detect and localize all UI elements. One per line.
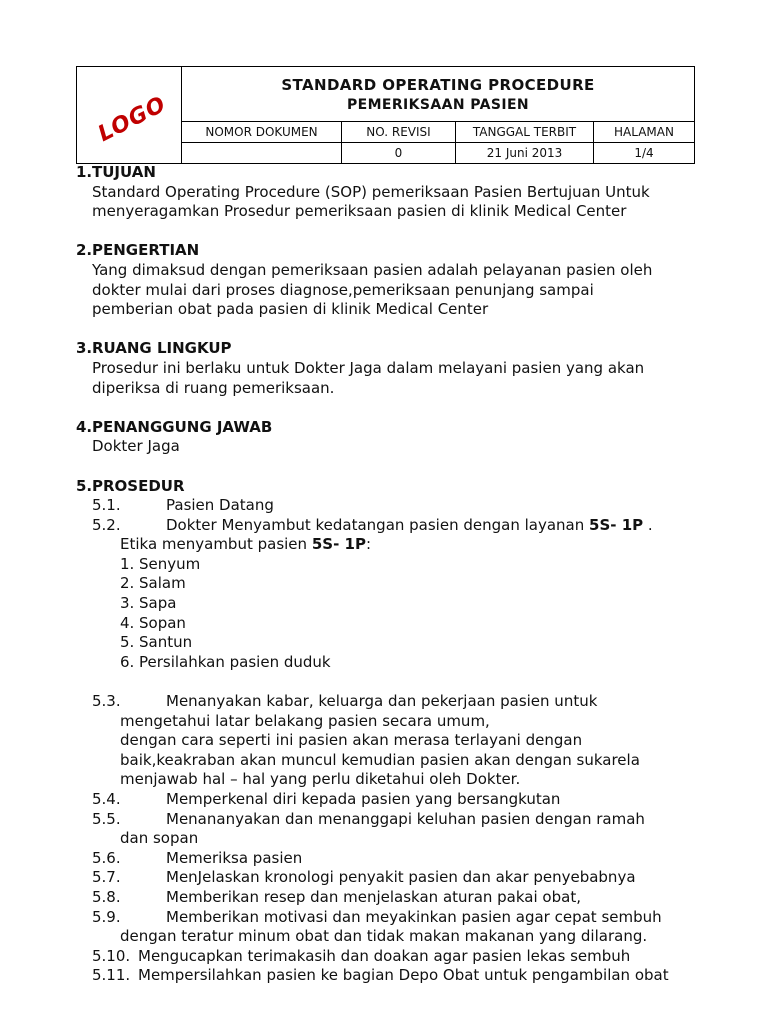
col-header-halaman: HALAMAN xyxy=(594,122,695,143)
step-5-8: 5.8. Memberikan resep dan menjelaskan aturan pakai obat, xyxy=(92,887,581,906)
document-subtitle: PEMERIKSAAN PASIEN xyxy=(346,96,530,113)
sop-header-table xyxy=(76,66,695,164)
step-5-3-cont: dengan cara seperti ini pasien akan merasa terlayani dengan xyxy=(120,731,583,750)
value-no-revisi: 0 xyxy=(342,143,456,164)
step-5-1: 5.1. Pasien Datang xyxy=(92,496,274,515)
list-item: 1. Senyum xyxy=(120,554,201,573)
step-5-4: 5.4. Memperkenal diri kepada pasien yang bersangkutan xyxy=(92,790,561,808)
document-title: STANDARD OPERATING PROCEDURE xyxy=(281,75,595,94)
list-item: 4. Sopan xyxy=(120,613,186,632)
value-nomor-dokumen xyxy=(182,143,342,164)
step-5-2-etika: Etika menyambut pasien 5S- 1P: xyxy=(120,535,372,554)
section-pengertian-text: Yang dimaksud dengan pemeriksaan pasien adalah pelayanan pasien oleh dokter mulai dari proses diagnose,pemeriksaan penunjang sampai pemberian obat pada pasien di klinik Medical Center xyxy=(92,260,653,319)
section-pengertian-heading: 2. PENGERTIAN xyxy=(76,241,200,260)
list-item: 5. Santun xyxy=(120,633,193,652)
section-tujuan-heading: 1. TUJUAN xyxy=(76,163,156,181)
step-5-10: 5.10. Mengucapkan terimakasih dan doakan agar pasien lekas sembuh xyxy=(92,946,631,965)
step-5-3-cont: baik,keakraban akan muncul kemudian pasien akan dengan sukarela xyxy=(120,750,640,769)
section-prosedur-heading: 5. PROSEDUR xyxy=(76,476,185,495)
section-penanggung-jawab-heading: 4. PENANGGUNG JAWAB xyxy=(76,417,273,436)
step-5-6: 5.6. Memeriksa pasien xyxy=(92,848,303,867)
section-ruang-lingkup-heading: 3. RUANG LINGKUP xyxy=(76,339,232,358)
step-5-5-cont: dan sopan xyxy=(120,829,199,848)
value-halaman: 1/4 xyxy=(594,143,695,164)
col-header-nomor-dokumen: NOMOR DOKUMEN xyxy=(182,122,342,143)
title-cell xyxy=(182,67,695,122)
logo: LOGO xyxy=(94,91,171,148)
list-item: 6. Persilahkan pasien duduk xyxy=(120,652,331,671)
col-header-no-revisi: NO. REVISI xyxy=(342,122,456,143)
list-item: 2. Salam xyxy=(120,574,186,593)
section-penanggung-jawab-text: Dokter Jaga xyxy=(92,437,180,456)
col-header-tanggal-terbit: TANGGAL TERBIT xyxy=(456,122,594,143)
step-5-3-cont: menjawab hal – hal yang perlu diketahui oleh Dokter. xyxy=(120,770,521,789)
section-tujuan-text: Standard Operating Procedure (SOP) pemeriksaan Pasien Bertujuan Untuk menyeragamkan Prosedur pemeriksaan pasien di klinik Medical Center xyxy=(92,182,650,221)
logo-cell xyxy=(77,67,182,164)
step-5-5: 5.5. Menananyakan dan menanggapi keluhan pasien dengan ramah xyxy=(92,809,645,828)
step-5-9-cont: dengan teratur minum obat dan tidak makan makanan yang dilarang. xyxy=(120,927,648,946)
section-ruang-lingkup-text: Prosedur ini berlaku untuk Dokter Jaga dalam melayani pasien yang akan diperiksa di ruang pemeriksaan. xyxy=(92,358,645,397)
step-5-3-cont: mengetahui latar belakang pasien secara umum, xyxy=(120,711,490,730)
step-5-3: 5.3. Menanyakan kabar, keluarga dan pekerjaan pasien untuk xyxy=(92,692,598,711)
document-body xyxy=(76,163,706,986)
step-5-11: 5.11. Mempersilahkan pasien ke bagian Depo Obat untuk pengambilan obat xyxy=(92,966,669,985)
list-item: 3. Sapa xyxy=(120,594,177,613)
step-5-2: 5.2. Dokter Menyambut kedatangan pasien dengan layanan 5S- 1P . xyxy=(92,515,653,534)
value-tanggal-terbit: 21 Juni 2013 xyxy=(456,143,594,164)
step-5-7: 5.7. MenJelaskan kronologi penyakit pasien dan akar penyebabnya xyxy=(92,868,636,887)
step-5-9: 5.9. Memberikan motivasi dan meyakinkan pasien agar cepat sembuh xyxy=(92,907,662,926)
